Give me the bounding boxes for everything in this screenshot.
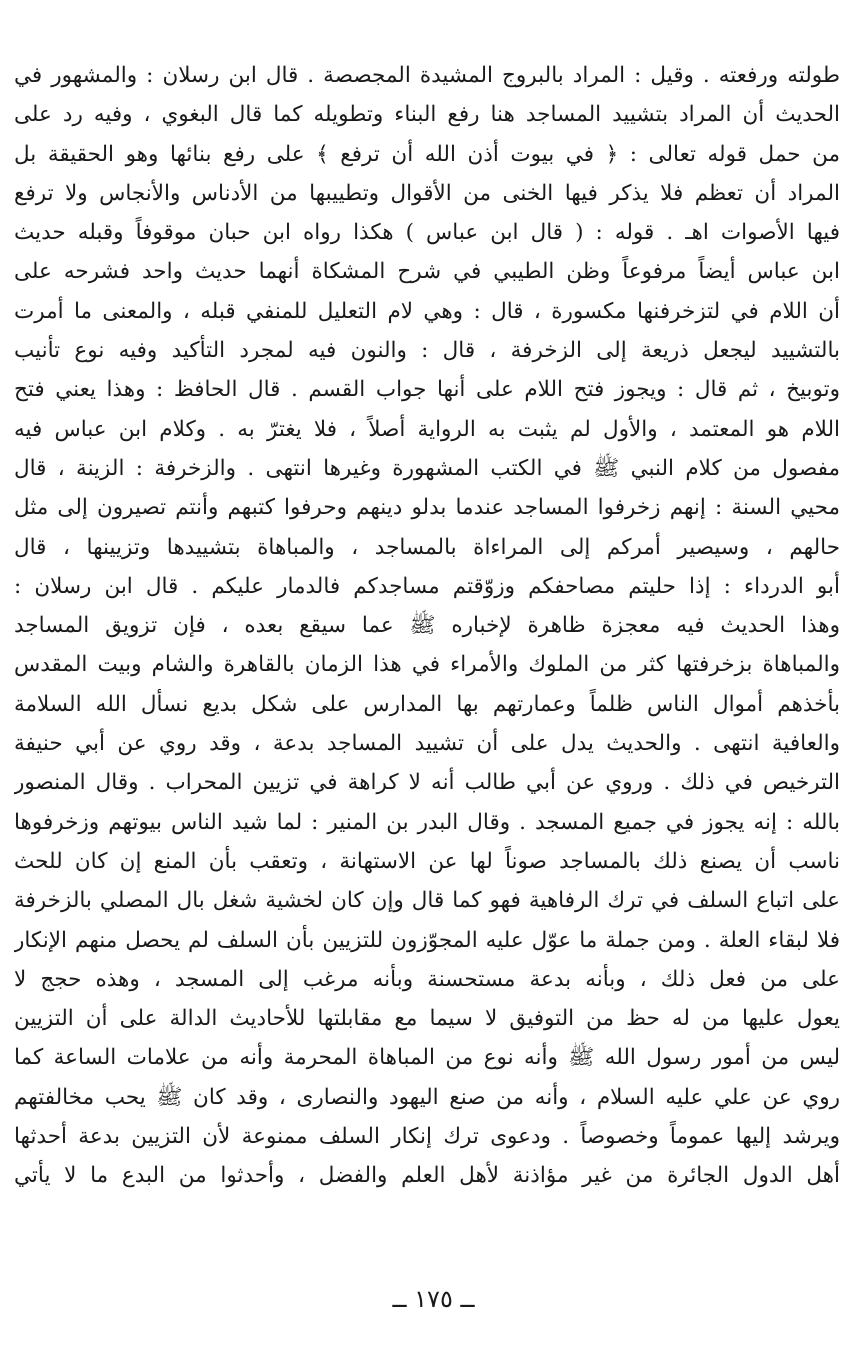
text-line: طولته ورفعته . وقيل : المراد بالبروج المشيدة المجصصة . قال ابن رسلان : والمشهور في [14, 63, 840, 88]
text-line: يعول عليها من له حظ من التوفيق لا سيما مع مقابلتها للأحاديث الدالة على أن التزيين [14, 1006, 840, 1032]
text-line: روي عن علي عليه السلام ، وأنه من صنع اليهود والنصارى ، وقد كان ﷺ يحب مخالفتهم [14, 1084, 840, 1110]
page-number: ــ ١٧٥ ــ [392, 1285, 475, 1313]
text-line: أن اللام في لتزخرفنها مكسورة ، قال : وهي لام التعليل للمنفي قبله ، والمعنى ما أمرت [14, 298, 840, 324]
text-line: أهل الدول الجائرة من غير مؤاذنة لأهل العلم والفضل ، وأحدثوا من البدع ما لا يأتي [14, 1163, 840, 1189]
text-line: من حمل قوله تعالى : ﴿ في بيوت أذن الله أن ترفع ﴾ على رفع بنائها وهو الحقيقة بل [14, 141, 840, 167]
text-line: الترخيص في ذلك . وروي عن أبي طالب أنه لا كراهة في تزيين المحراب . وقال المنصور [14, 770, 840, 796]
text-line: وتوبيخ ، ثم قال : ويجوز فتح اللام على أنها جواب القسم . قال الحافظ : وهذا يعني فتح [14, 377, 840, 403]
text-line: اللام هو المعتمد ، والأول لم يثبت به الرواية أصلاً ، فلا يغترّ به . وكلام ابن عباس فيه [14, 416, 840, 442]
text-line: ابن عباس أيضاً مرفوعاً وظن الطيبي في شرح المشكاة أنهما حديث واحد فشرحه على [14, 259, 840, 285]
text-line: على من فعل ذلك ، وبأنه بدعة مستحسنة وبأنه مرغب إلى المسجد ، وهذه حجج لا [14, 966, 840, 992]
text-line: والمباهاة بزخرفتها كثر من الملوك والأمراء في هذا الزمان بالقاهرة والشام وبيت المقدس [14, 652, 840, 678]
text-line: والعافية انتهى . والحديث يدل على أن تشييد المساجد بدعة ، وقد روي عن أبي حنيفة [14, 731, 840, 757]
text-line: فلا لبقاء العلة . ومن جملة ما عوّل عليه المجوّزون للتزيين بأن السلف لم يحصل منهم الإنكار [14, 927, 840, 953]
text-line: فيها الأصوات اهـ . قوله : ( قال ابن عباس ) هكذا رواه ابن حبان موقوفاً وقبله حديث [14, 220, 840, 246]
text-line: ويرشد إليها عموماً وخصوصاً . ودعوى ترك إنكار السلف ممنوعة لأن التزيين بدعة أحدثها [14, 1124, 840, 1150]
text-line: على اتباع السلف في ترك الرفاهية فهو كما قال وإن كان لخشية شغل بال المصلي بالزخرفة [14, 888, 840, 914]
text-line: مفصول من كلام النبي ﷺ في الكتب المشهورة وغيرها انتهى . والزخرفة : الزينة ، قال [14, 455, 840, 481]
text-line: بالتشييد ليجعل ذريعة إلى الزخرفة ، قال : والنون فيه لمجرد التأكيد وفيه نوع تأنيب [14, 338, 840, 364]
body-text [14, 56, 840, 1196]
text-line: وهذا الحديث فيه معجزة ظاهرة لإخباره ﷺ عما سيقع بعده ، فإن تزويق المساجد [14, 613, 840, 639]
text-line: الحديث أن المراد بتشييد المساجد هنا رفع البناء وتطويله كما قال البغوي ، وفيه رد على [14, 102, 840, 128]
text-line: ليس من أمور رسول الله ﷺ وأنه نوع من المباهاة المحرمة وأنه من علامات الساعة كما [14, 1045, 840, 1071]
text-line: المراد أن تعظم فلا يذكر فيها الخنى من الأقوال وتطييبها من الأدناس والأنجاس ولا ترفع [14, 180, 840, 206]
text-line: بالله : إنه يجوز في جميع المسجد . وقال البدر بن المنير : لما شيد الناس بيوتهم وزخرفوها [14, 809, 840, 835]
text-line: محيي السنة : إنهم زخرفوا المساجد عندما بدلو دينهم وحرفوا كتبهم وأنتم تصيرون إلى مثل [14, 495, 840, 521]
text-line: أبو الدرداء : إذا حليتم مصاحفكم وزوّقتم مساجدكم فالدمار عليكم . قال ابن رسلان : [14, 573, 840, 599]
text-line: ناسب أن يصنع ذلك بالمساجد صوناً لها عن الاستهانة ، وتعقب بأن المنع إن كان للحث [14, 848, 840, 874]
text-line: حالهم ، وسيصير أمركم إلى المراءاة بالمساجد ، والمباهاة بتشييدها وتزيينها ، قال [14, 534, 840, 560]
text-line: بأخذهم أموال الناس ظلماً وعمارتهم بها المدارس على شكل بديع نسأل الله السلامة [14, 691, 840, 717]
